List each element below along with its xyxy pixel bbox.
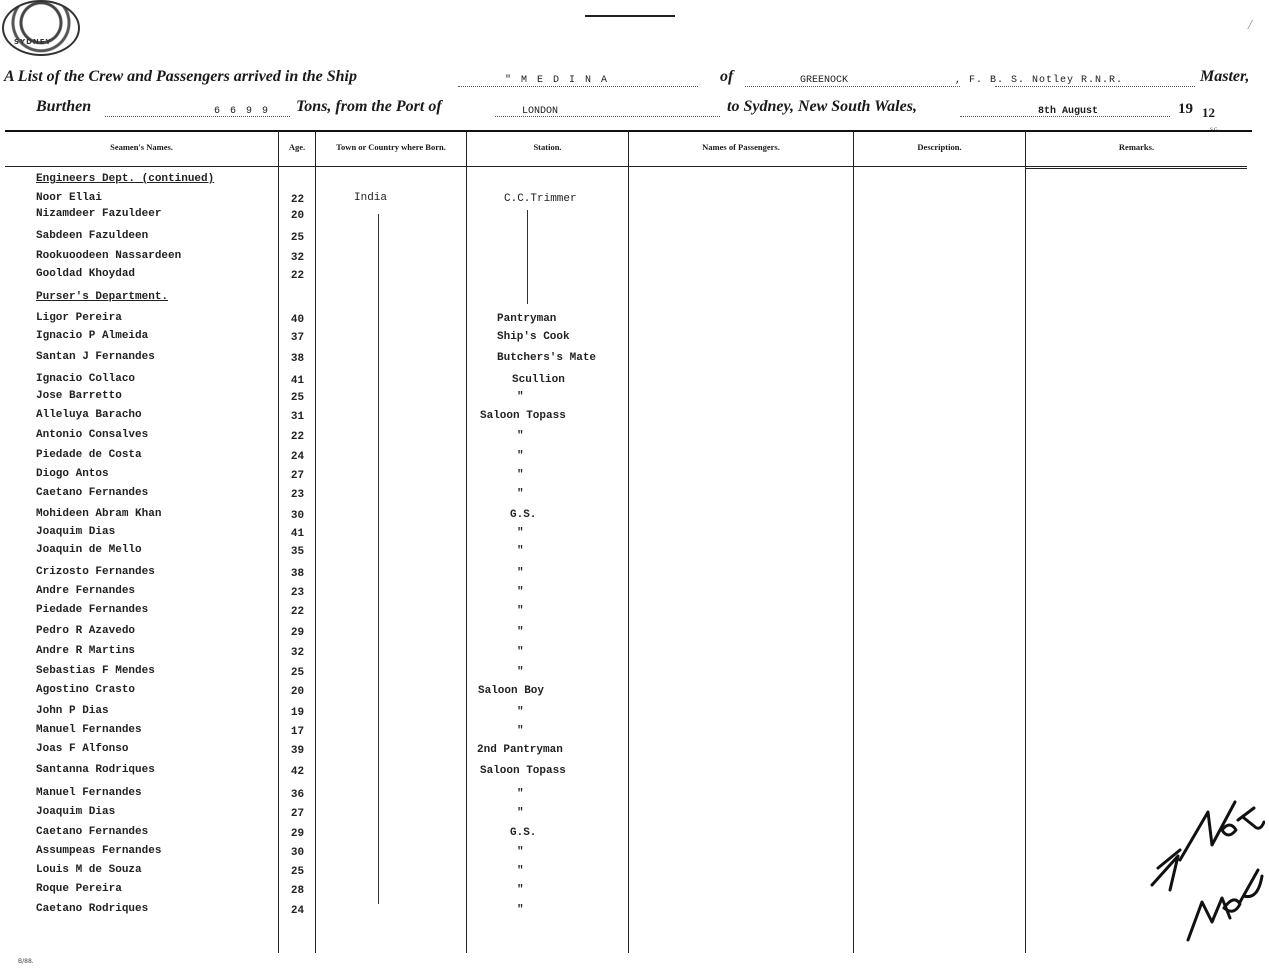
seaman-age: 29 xyxy=(290,828,305,840)
seaman-name: Gooldad Khoydad xyxy=(36,268,136,280)
seaman-name: Ligor Pereira xyxy=(36,312,122,324)
station-ditto: " xyxy=(517,807,524,819)
seaman-age: 22 xyxy=(290,431,305,443)
section-pursers: Purser's Department. xyxy=(36,291,169,303)
seaman-name: Alleluya Baracho xyxy=(36,409,142,421)
seaman-age: 31 xyxy=(290,411,305,423)
station-ditto: " xyxy=(517,666,524,678)
station-ditto: " xyxy=(517,605,524,617)
station-ditto: " xyxy=(517,586,524,598)
registry-seal xyxy=(2,0,80,56)
seaman-age: 22 xyxy=(290,606,305,618)
master-signature xyxy=(1140,790,1265,950)
arrival-date: 8th August xyxy=(1038,106,1099,117)
corner-mark: / xyxy=(1248,18,1252,33)
col-divider-description xyxy=(853,131,854,953)
seaman-age: 38 xyxy=(290,568,305,580)
seaman-name: Nizamdeer Fazuldeer xyxy=(36,208,162,220)
col-divider-passengers xyxy=(628,131,629,953)
col-header-station: Station. xyxy=(533,142,562,152)
col-header-born: Town or Country where Born. xyxy=(336,142,446,152)
col-header-passengers: Names of Passengers. xyxy=(702,142,780,152)
seaman-name: Joaquin de Mello xyxy=(36,544,142,556)
seaman-name: Antonio Consalves xyxy=(36,429,149,441)
seaman-age: 23 xyxy=(290,489,305,501)
seaman-name: Santanna Rodriques xyxy=(36,764,155,776)
station-ditto: " xyxy=(517,884,524,896)
seaman-name: Rookuoodeen Nassardeen xyxy=(36,250,182,262)
seaman-age: 24 xyxy=(290,905,305,917)
seaman-age: 20 xyxy=(290,210,305,222)
station-ditto: " xyxy=(517,469,524,481)
form-footer-mark: B/88. xyxy=(18,958,34,965)
seaman-name: Ignacio P Almeida xyxy=(36,330,149,342)
seaman-age: 41 xyxy=(290,528,305,540)
seaman-age: 23 xyxy=(290,587,305,599)
master-name: , F. B. S. Notley R.N.R. xyxy=(955,75,1124,86)
port-of-registry: GREENOCK xyxy=(800,75,849,86)
seaman-age: 17 xyxy=(290,726,305,738)
station-ditto: " xyxy=(517,626,524,638)
seaman-age: 30 xyxy=(290,847,305,859)
seaman-name: Santan J Fernandes xyxy=(36,351,155,363)
station-ditto: " xyxy=(517,430,524,442)
col-header-remarks: Remarks. xyxy=(1118,142,1155,152)
master-label: Master, xyxy=(1200,68,1250,85)
col-divider-age xyxy=(278,131,279,953)
seaman-age: 39 xyxy=(290,745,305,757)
station-ditto: " xyxy=(517,904,524,916)
year-prefix: 19 xyxy=(1178,101,1193,117)
seaman-name: Manuel Fernandes xyxy=(36,724,142,736)
col-divider-remarks xyxy=(1025,131,1026,953)
ship-name: " M E D I N A xyxy=(505,75,610,86)
station-ditto: " xyxy=(517,527,524,539)
tonnage: 6 6 9 9 xyxy=(214,106,271,117)
station-ditto: " xyxy=(517,846,524,858)
seaman-station: Ship's Cook xyxy=(497,331,570,343)
col-header-age: Age. xyxy=(288,142,306,152)
seaman-age: 30 xyxy=(290,510,305,522)
seaman-age: 41 xyxy=(290,375,305,387)
seaman-station: Pantryman xyxy=(497,313,557,325)
station-ditto: " xyxy=(517,567,524,579)
seaman-age: 32 xyxy=(290,252,305,264)
seaman-name: Andre Fernandes xyxy=(36,585,136,597)
seaman-name: Caetano Fernandes xyxy=(36,826,149,838)
station-ditto: " xyxy=(517,450,524,462)
list-title: A List of the Crew and Passengers arrived in the Ship xyxy=(4,68,357,85)
seaman-age: 27 xyxy=(290,808,305,820)
station-ditto: " xyxy=(517,725,524,737)
seaman-age: 37 xyxy=(290,332,305,344)
station-ditto: " xyxy=(517,865,524,877)
seaman-name: Sabdeen Fazuldeen xyxy=(36,230,149,242)
seaman-station: 2nd Pantryman xyxy=(477,744,563,756)
seaman-name: Joaquim Dias xyxy=(36,526,116,538)
seaman-age: 25 xyxy=(290,866,305,878)
station-ditto: " xyxy=(517,488,524,500)
seaman-station: Saloon Topass xyxy=(480,765,566,777)
seaman-station: G.S. xyxy=(510,827,537,839)
burthen-label: Burthen xyxy=(36,98,92,115)
col-divider-station xyxy=(466,131,467,953)
seaman-birthplace: India xyxy=(354,192,388,204)
col-divider-born xyxy=(315,131,316,953)
remarks-header-rule xyxy=(1025,168,1247,169)
seaman-name: Pedro R Azavedo xyxy=(36,625,136,637)
col-header-seamen: Seamen's Names. xyxy=(110,142,173,152)
seaman-age: 36 xyxy=(290,789,305,801)
seaman-age: 27 xyxy=(290,470,305,482)
seaman-age: 25 xyxy=(290,232,305,244)
seaman-name: Agostino Crasto xyxy=(36,684,136,696)
to-sydney-label: to Sydney, New South Wales, xyxy=(727,98,917,115)
seaman-age: 40 xyxy=(290,314,305,326)
born-ditto-line xyxy=(378,214,379,904)
seal-text: SYDNEY xyxy=(14,38,52,46)
seaman-name: Jose Barretto xyxy=(36,390,122,402)
seaman-age: 25 xyxy=(290,667,305,679)
seaman-name: Manuel Fernandes xyxy=(36,787,142,799)
seaman-name: Louis M de Souza xyxy=(36,864,142,876)
seaman-name: Mohideen Abram Khan xyxy=(36,508,162,520)
seaman-age: 24 xyxy=(290,451,305,463)
ship-underline xyxy=(458,86,698,87)
seaman-name: Piedade de Costa xyxy=(36,449,142,461)
col-header-description: Description. xyxy=(917,142,962,152)
seaman-name: Assumpeas Fernandes xyxy=(36,845,162,857)
seaman-age: 42 xyxy=(290,766,305,778)
seaman-age: 25 xyxy=(290,392,305,404)
station-ditto: " xyxy=(517,706,524,718)
tons-from-label: Tons, from the Port of xyxy=(296,98,442,115)
seaman-name: Caetano Rodriques xyxy=(36,903,149,915)
seaman-name: John P Dias xyxy=(36,705,109,717)
section-engineers: Engineers Dept. (continued) xyxy=(36,173,215,185)
seaman-name: Sebastias F Mendes xyxy=(36,665,155,677)
seaman-name: Andre R Martins xyxy=(36,645,136,657)
station-ditto: " xyxy=(517,545,524,557)
year-suffix: 12 xyxy=(1202,105,1215,120)
from-port: LONDON xyxy=(522,106,559,117)
seaman-name: Joaquim Dias xyxy=(36,806,116,818)
station-ditto: " xyxy=(517,391,524,403)
seaman-station: Scullion xyxy=(512,374,565,386)
seaman-name: Crizosto Fernandes xyxy=(36,566,155,578)
seaman-age: 28 xyxy=(290,885,305,897)
seaman-name: Caetano Fernandes xyxy=(36,487,149,499)
seaman-name: Noor Ellai xyxy=(36,192,103,204)
seaman-age: 32 xyxy=(290,647,305,659)
seaman-age: 29 xyxy=(290,627,305,639)
seaman-station: Saloon Topass xyxy=(480,410,566,422)
seaman-age: 22 xyxy=(290,194,305,206)
station-ditto: " xyxy=(517,646,524,658)
seaman-age: 19 xyxy=(290,707,305,719)
header-bottom-rule xyxy=(5,166,1247,167)
station-ditto: " xyxy=(517,788,524,800)
seaman-name: Joas F Alfonso xyxy=(36,743,129,755)
registry-underline xyxy=(745,86,960,87)
seaman-station: C.C.Trimmer xyxy=(504,193,577,205)
seaman-station: Butchers's Mate xyxy=(497,352,597,364)
seaman-age: 22 xyxy=(290,270,305,282)
station-ditto-line xyxy=(527,210,528,304)
seaman-name: Diogo Antos xyxy=(36,468,109,480)
seaman-age: 38 xyxy=(290,353,305,365)
seaman-name: Piedade Fernandes xyxy=(36,604,149,616)
top-rule-mark xyxy=(585,15,675,17)
form-number-mark: S.G. xyxy=(1210,128,1219,133)
seaman-name: Roque Pereira xyxy=(36,883,122,895)
seaman-age: 20 xyxy=(290,686,305,698)
master-underline xyxy=(995,86,1195,87)
seaman-station: Saloon Boy xyxy=(478,685,545,697)
seaman-name: Ignacio Collaco xyxy=(36,373,136,385)
seaman-station: G.S. xyxy=(510,509,537,521)
seaman-age: 35 xyxy=(290,546,305,558)
of-label: of xyxy=(720,68,734,85)
